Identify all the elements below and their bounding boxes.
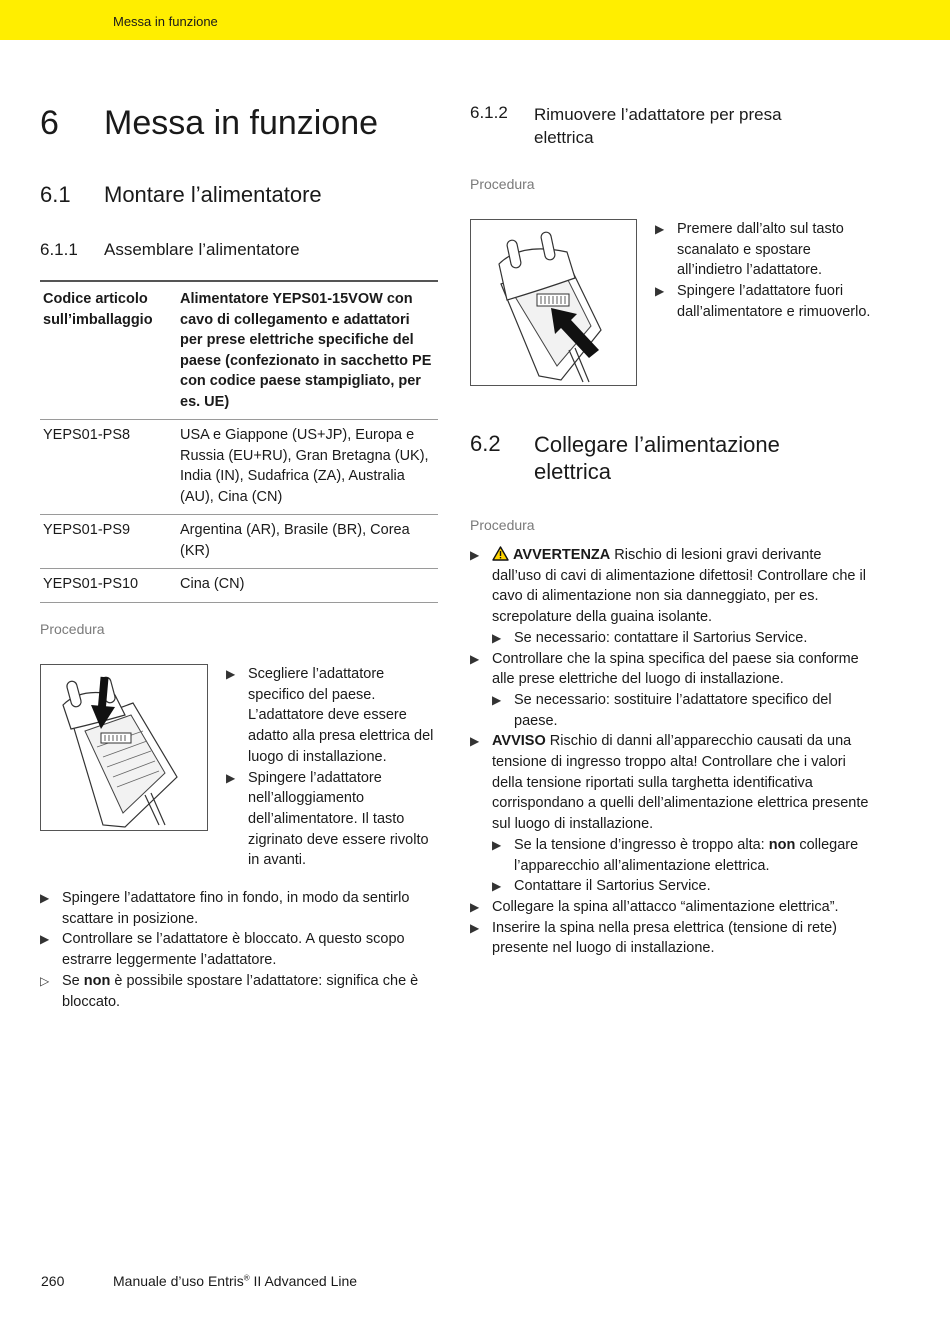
result-bullet-icon: ▷ — [40, 973, 50, 988]
arrow-bullet-icon: ▶ — [655, 222, 665, 236]
list-item: ▶ Scegliere l’adattatore specifico del paese. L’adattatore deve essere adatto alla presa elettrica del luogo di installazione. — [226, 666, 434, 765]
arrow-bullet-icon: ▶ — [470, 734, 480, 749]
procedure-label: Procedura — [40, 621, 105, 637]
arrow-bullet-icon: ▶ — [470, 651, 480, 666]
table-row — [40, 515, 438, 569]
adapter-remove-illustration — [471, 220, 636, 385]
table-header-row — [40, 281, 438, 420]
list-item: ▶ Controllare se l’adattatore è bloccato. A questo scopo estrarre leggermente l’adattatore. — [40, 931, 405, 969]
arrow-bullet-icon: ▶ — [40, 891, 50, 905]
arrow-bullet-icon: ▶ — [470, 899, 480, 914]
list-item: ▶ Spingere l’adattatore fino in fondo, in modo da sentirlo scattare in posizione. — [40, 890, 410, 927]
table-row — [40, 569, 438, 603]
table-cell-description: Argentina (AR), Brasile (BR), Corea (KR) — [180, 522, 410, 559]
table-header-code: Codice articolo sull’imballaggio — [43, 291, 153, 328]
list-item: ▶ AVVISO Rischio di danni all’apparecchio causati da una tensione di ingresso troppo alta! Controllare che i valori della tensione riportati sulla targhetta identificativa corrispondano a quelli dell’alimentazione elettrica presente sul luogo di installazione. — [470, 733, 869, 833]
table-cell-description: Cina (CN) — [180, 576, 245, 592]
arrow-bullet-icon: ▶ — [492, 692, 502, 707]
remove-steps-list — [655, 219, 875, 323]
article-table — [40, 280, 438, 603]
power-connection-steps-list — [470, 545, 870, 959]
table-cell-code: YEPS01-PS8 — [43, 427, 131, 443]
chapter-title: Messa in funzione — [104, 104, 379, 142]
subsection-number: 6.1.2 — [470, 103, 508, 122]
arrow-bullet-icon: ▶ — [492, 879, 502, 894]
figure-remove-adapter — [470, 219, 637, 386]
procedure-label: Procedura — [470, 517, 535, 533]
running-header: Messa in funzione — [113, 14, 218, 29]
section-number: 6.2 — [470, 431, 501, 456]
arrow-bullet-icon: ▶ — [655, 284, 665, 299]
procedure-label: Procedura — [470, 176, 535, 192]
insert-steps-list — [226, 664, 438, 871]
page-number: 260 — [41, 1273, 65, 1289]
list-item: ▶ Se necessario: contattare il Sartorius Service. — [470, 628, 870, 649]
chapter-number: 6 — [40, 104, 59, 142]
subsection-number: 6.1.1 — [40, 240, 78, 259]
list-item: ▶ Inserire la spina nella presa elettrica (tensione di rete) presente nel luogo di installazione. — [470, 919, 837, 957]
subsection-title: Rimuovere l’adattatore per presa elettrica — [534, 105, 782, 147]
list-item: ▶ Se necessario: sostituire l’adattatore specifico del paese. — [492, 691, 832, 729]
arrow-bullet-icon: ▶ — [40, 932, 50, 947]
document-title: Manuale d’uso Entris® II Advanced Line — [113, 1273, 358, 1289]
list-item: ▶ Spingere l’adattatore fuori dall’alimentatore e rimuoverlo. — [655, 283, 871, 320]
subsection-title: Assemblare l’alimentatore — [104, 240, 300, 259]
arrow-bullet-icon: ▶ — [226, 770, 236, 785]
list-item: ▶ Spingere l’adattatore nell’alloggiamento dell’alimentatore. Il tasto zigrinato deve essere rivolto in avanti. — [226, 769, 429, 869]
table-cell-description: USA e Giappone (US+JP), Europa e Russia (EU+RU), Gran Bretagna (UK), India (IN), Sudafrica (ZA), Australia (AU), Cina (CN) — [180, 427, 429, 505]
arrow-bullet-icon: ▶ — [470, 920, 480, 935]
arrow-bullet-icon: ▶ — [226, 667, 236, 681]
list-item: ▶ Collegare la spina all’attacco “alimentazione elettrica”. — [470, 897, 870, 918]
section-number: 6.1 — [40, 182, 71, 207]
list-item: ▶ Controllare che la spina specifica del paese sia conforme alle prese elettriche del luogo di installazione. — [470, 650, 859, 688]
arrow-bullet-icon: ▶ — [492, 837, 502, 852]
arrow-bullet-icon: ▶ — [470, 548, 480, 562]
list-item: ▶ AVVERTENZA Rischio di lesioni gravi derivante dall’uso di cavi di alimentazione difettosi! Controllare che il cavo di alimentazione non sia danneggiato, per es. screpolature della guaina isolante. — [470, 547, 866, 626]
list-item: ▶ Contattare il Sartorius Service. — [470, 876, 870, 897]
lock-steps-list — [40, 888, 438, 1012]
figure-insert-adapter — [40, 664, 208, 831]
list-item: ▷ Se non è possibile spostare l’adattatore: significa che è bloccato. — [40, 972, 419, 1010]
table-cell-code: YEPS01-PS9 — [43, 522, 131, 538]
warning-triangle-icon — [492, 546, 509, 561]
section-title: Collegare l’alimentazione elettrica — [534, 432, 780, 484]
table-row — [40, 420, 438, 515]
notice-label: AVVISO — [492, 733, 546, 750]
list-item: ▶ Premere dall’alto sul tasto scanalato e spostare all’indietro l’adattatore. — [655, 221, 844, 279]
table-header-description: Alimentatore YEPS01-15VOW con cavo di collegamento e adattatori per prese elettriche specifiche del paese (confezionato in sacchetto PE con codice paese stampigliato, per es. UE) — [180, 291, 432, 410]
warning-label: AVVERTENZA — [513, 547, 611, 563]
list-item: ▶ Se la tensione d’ingresso è troppo alta: non collegare l’apparecchio all’alimentazione elettrica. — [492, 836, 859, 874]
adapter-insert-illustration — [41, 665, 207, 830]
table-cell-code: YEPS01-PS10 — [43, 576, 139, 592]
arrow-bullet-icon: ▶ — [492, 630, 502, 645]
section-title: Montare l’alimentatore — [104, 182, 322, 207]
